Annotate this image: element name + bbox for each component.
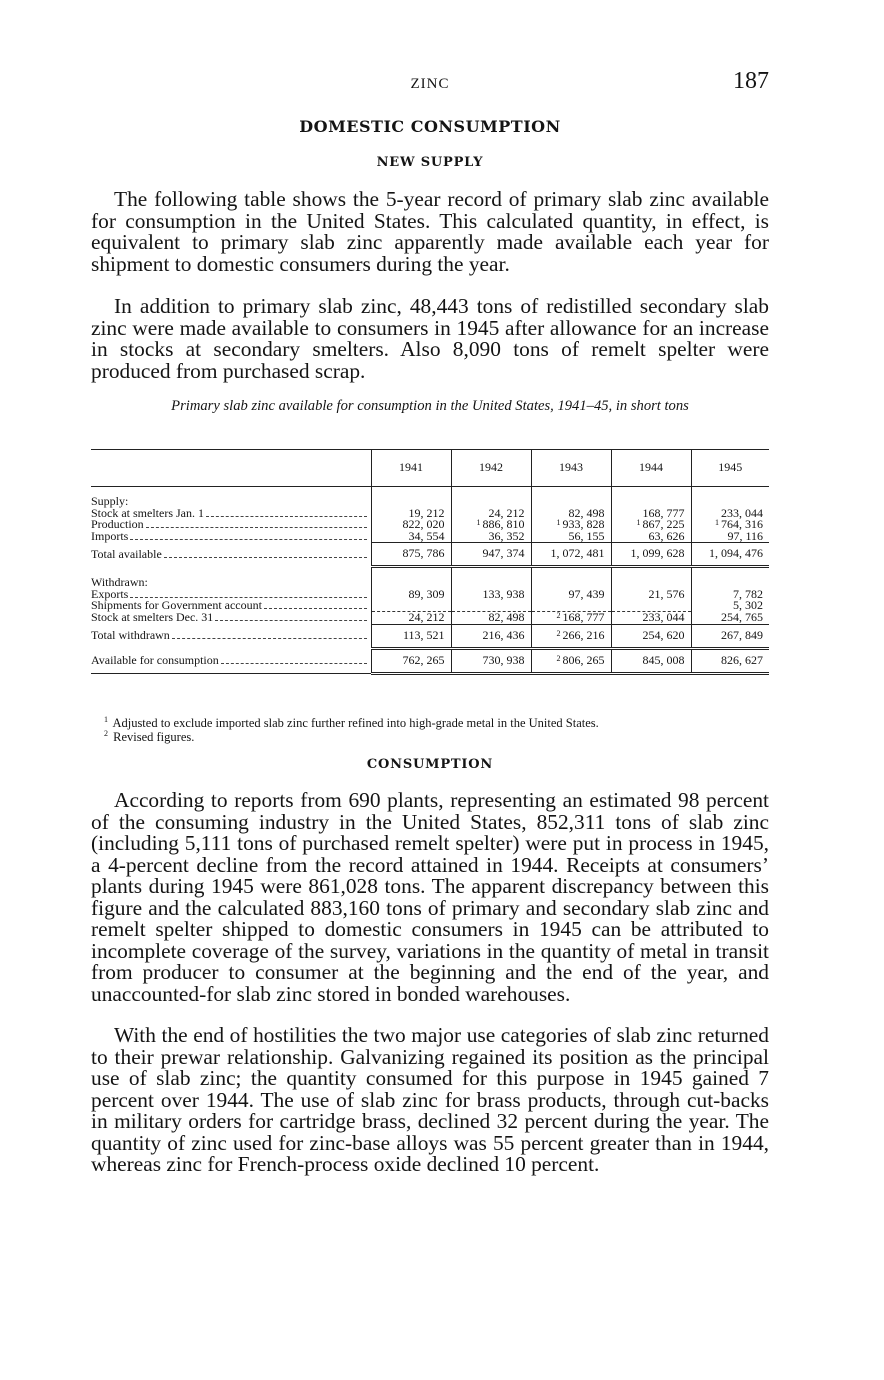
- table-cell: 947, 374: [451, 543, 531, 567]
- consumption-heading: CONSUMPTION: [366, 757, 494, 772]
- table-cell: 267, 849: [721, 627, 763, 642]
- row-label: Total available: [91, 546, 162, 561]
- table-row: [91, 612, 769, 625]
- table-cell: 233, 044: [642, 610, 685, 624]
- table-row: [91, 531, 769, 543]
- table-cell: 254, 620: [642, 627, 685, 642]
- use-categories-paragraph: With the end of hostilities the two major use categories of slab zinc returned to their prewar relationship. Galvanizing regained its position as the principal use of slab zinc; the quantity consumed for this purpose in 1945 gained 7 percent over 1944. The use of slab zinc for brass products, through cut-backs in military orders for cartridge brass, declined 32 percent during the year. The quantity of zinc used for zinc-base alloys was 55 percent greater than in 1944, whereas zinc for French-process oxide declined 10 percent.: [91, 1023, 769, 1176]
- table-cell: 63, 626: [611, 531, 691, 543]
- supply-table: [91, 449, 769, 675]
- year-header: 1945: [691, 450, 769, 487]
- table-cell: 806, 265: [562, 652, 605, 667]
- row-label: Stock at smelters Dec. 31: [91, 609, 214, 624]
- supply-label: Supply:: [91, 494, 129, 508]
- table-cell: 764, 316: [721, 517, 763, 531]
- section-title: DOMESTIC CONSUMPTION: [299, 117, 561, 136]
- year-header: 1944: [611, 450, 691, 487]
- table-cell: 19, 212: [371, 508, 451, 520]
- table-cell: 730, 938: [482, 652, 525, 667]
- table-cell: 1, 094, 476: [691, 543, 769, 567]
- footnote-mark: 2: [104, 729, 108, 738]
- table-cell: 826, 627: [721, 652, 763, 667]
- year-header: 1941: [371, 450, 451, 487]
- table-cell: 822, 020: [402, 517, 445, 531]
- table-cell: 5, 302: [691, 600, 769, 612]
- footnote-ref: 2: [556, 653, 561, 663]
- footnote: [104, 716, 599, 730]
- table-cell: 886, 810: [482, 517, 525, 531]
- footnote-ref: 1: [715, 518, 719, 527]
- table-cell: 7, 782: [691, 589, 769, 601]
- table-cell: 36, 352: [451, 531, 531, 543]
- footnote-ref: 1: [636, 518, 641, 527]
- intro-paragraph: The following table shows the 5-year record of primary slab zinc available for consumption in the United States. This calculated quantity, in effect, is equivalent to primary slab zinc apparently made available each year for shipment to domestic consumers during the year.: [91, 187, 769, 276]
- table-cell: 133, 938: [451, 589, 531, 601]
- table-cell: 97, 116: [691, 531, 769, 543]
- table-cell: 34, 554: [371, 531, 451, 543]
- footnote-ref: 1: [556, 518, 561, 527]
- table-cell: 168, 777: [611, 508, 691, 520]
- withdrawn-label: Withdrawn:: [91, 575, 148, 589]
- footnote-ref: 2: [556, 628, 561, 638]
- row-label: Production: [91, 517, 144, 531]
- table-cell: 845, 008: [642, 652, 685, 667]
- table-cell: 216, 436: [482, 627, 525, 642]
- row-label: Total withdrawn: [91, 628, 170, 643]
- table-cell: 168, 777: [562, 610, 605, 624]
- table-cell: 56, 155: [531, 531, 611, 543]
- row-label: Available for consumption: [91, 652, 219, 667]
- row-label: Exports: [91, 586, 129, 601]
- running-head: ZINC: [410, 76, 450, 92]
- secondary-zinc-paragraph: In addition to primary slab zinc, 48,443 tons of redistilled secondary slab zinc were made available to consumers in 1945 after allowance for an increase in stocks at secondary smelters. Also 8,090 tons of remelt spelter were produced from purchased scrap.: [91, 294, 769, 383]
- table-cell: 762, 265: [402, 652, 445, 667]
- row-label: Stock at smelters Jan. 1: [91, 505, 204, 520]
- page-header: [91, 68, 769, 98]
- table-cell: 933, 828: [562, 517, 605, 531]
- table-cell: 867, 225: [642, 517, 685, 531]
- footnote-ref: 2: [556, 611, 561, 620]
- table-row-total: [91, 624, 769, 648]
- table-cell: 24, 212: [408, 610, 445, 624]
- new-supply-heading: NEW SUPPLY: [376, 155, 484, 170]
- footnote-ref: 1: [476, 518, 481, 527]
- table-row-total: [91, 543, 769, 567]
- table-cell: 233, 044: [691, 508, 769, 520]
- stub-header: [91, 450, 371, 487]
- table-cell: 266, 216: [562, 627, 605, 642]
- footnote-text: Adjusted to exclude imported slab zinc further refined into high-grade metal in the United States.: [112, 716, 599, 730]
- page-number: 187: [733, 68, 769, 94]
- table-cell: 82, 498: [488, 610, 525, 624]
- table-cell: 89, 309: [371, 589, 451, 601]
- table-cell: 21, 576: [611, 589, 691, 601]
- footnote-text: Revised figures.: [113, 730, 195, 744]
- table-cell: 254, 765: [721, 609, 763, 624]
- table-cell: 82, 498: [531, 508, 611, 520]
- year-header: 1942: [451, 450, 531, 487]
- table-cell: 113, 521: [402, 627, 445, 642]
- table-cell: 1, 099, 628: [611, 543, 691, 567]
- year-header: 1943: [531, 450, 611, 487]
- table-row-available: [91, 648, 769, 673]
- row-label: Imports: [91, 528, 129, 543]
- table-cell: 1, 072, 481: [531, 543, 611, 567]
- table-cell: 875, 786: [371, 543, 451, 567]
- footnote-mark: 1: [104, 715, 108, 724]
- table-cell: 24, 212: [451, 508, 531, 520]
- consumption-paragraph: According to reports from 690 plants, representing an estimated 98 percent of the consuming industry in the United States, 852,311 tons of slab zinc (including 5,111 tons of purchased remelt spelter) were put in process in 1945, a 4-percent decline from the record attained in 1944. Receipts at consumers’ plants during 1945 were 861,028 tons. The apparent discrepancy between this figure and the calculated 883,160 tons of primary and secondary slab zinc and remelt spelter shipped to domestic consumers in 1945 can be attributed to incomplete coverage of the survey, variations in the quantity of metal in transit from producer to consumer at the beginning and the end of the year, and unaccounted-for slab zinc stored in bonded warehouses.: [91, 788, 769, 1006]
- footnote: [104, 730, 194, 744]
- row-label: Shipments for Government account: [91, 598, 262, 612]
- table-caption: Primary slab zinc available for consumption in the United States, 1941–45, in short tons: [171, 398, 689, 414]
- table-header-row: [91, 450, 769, 487]
- table-cell: 97, 439: [531, 589, 611, 601]
